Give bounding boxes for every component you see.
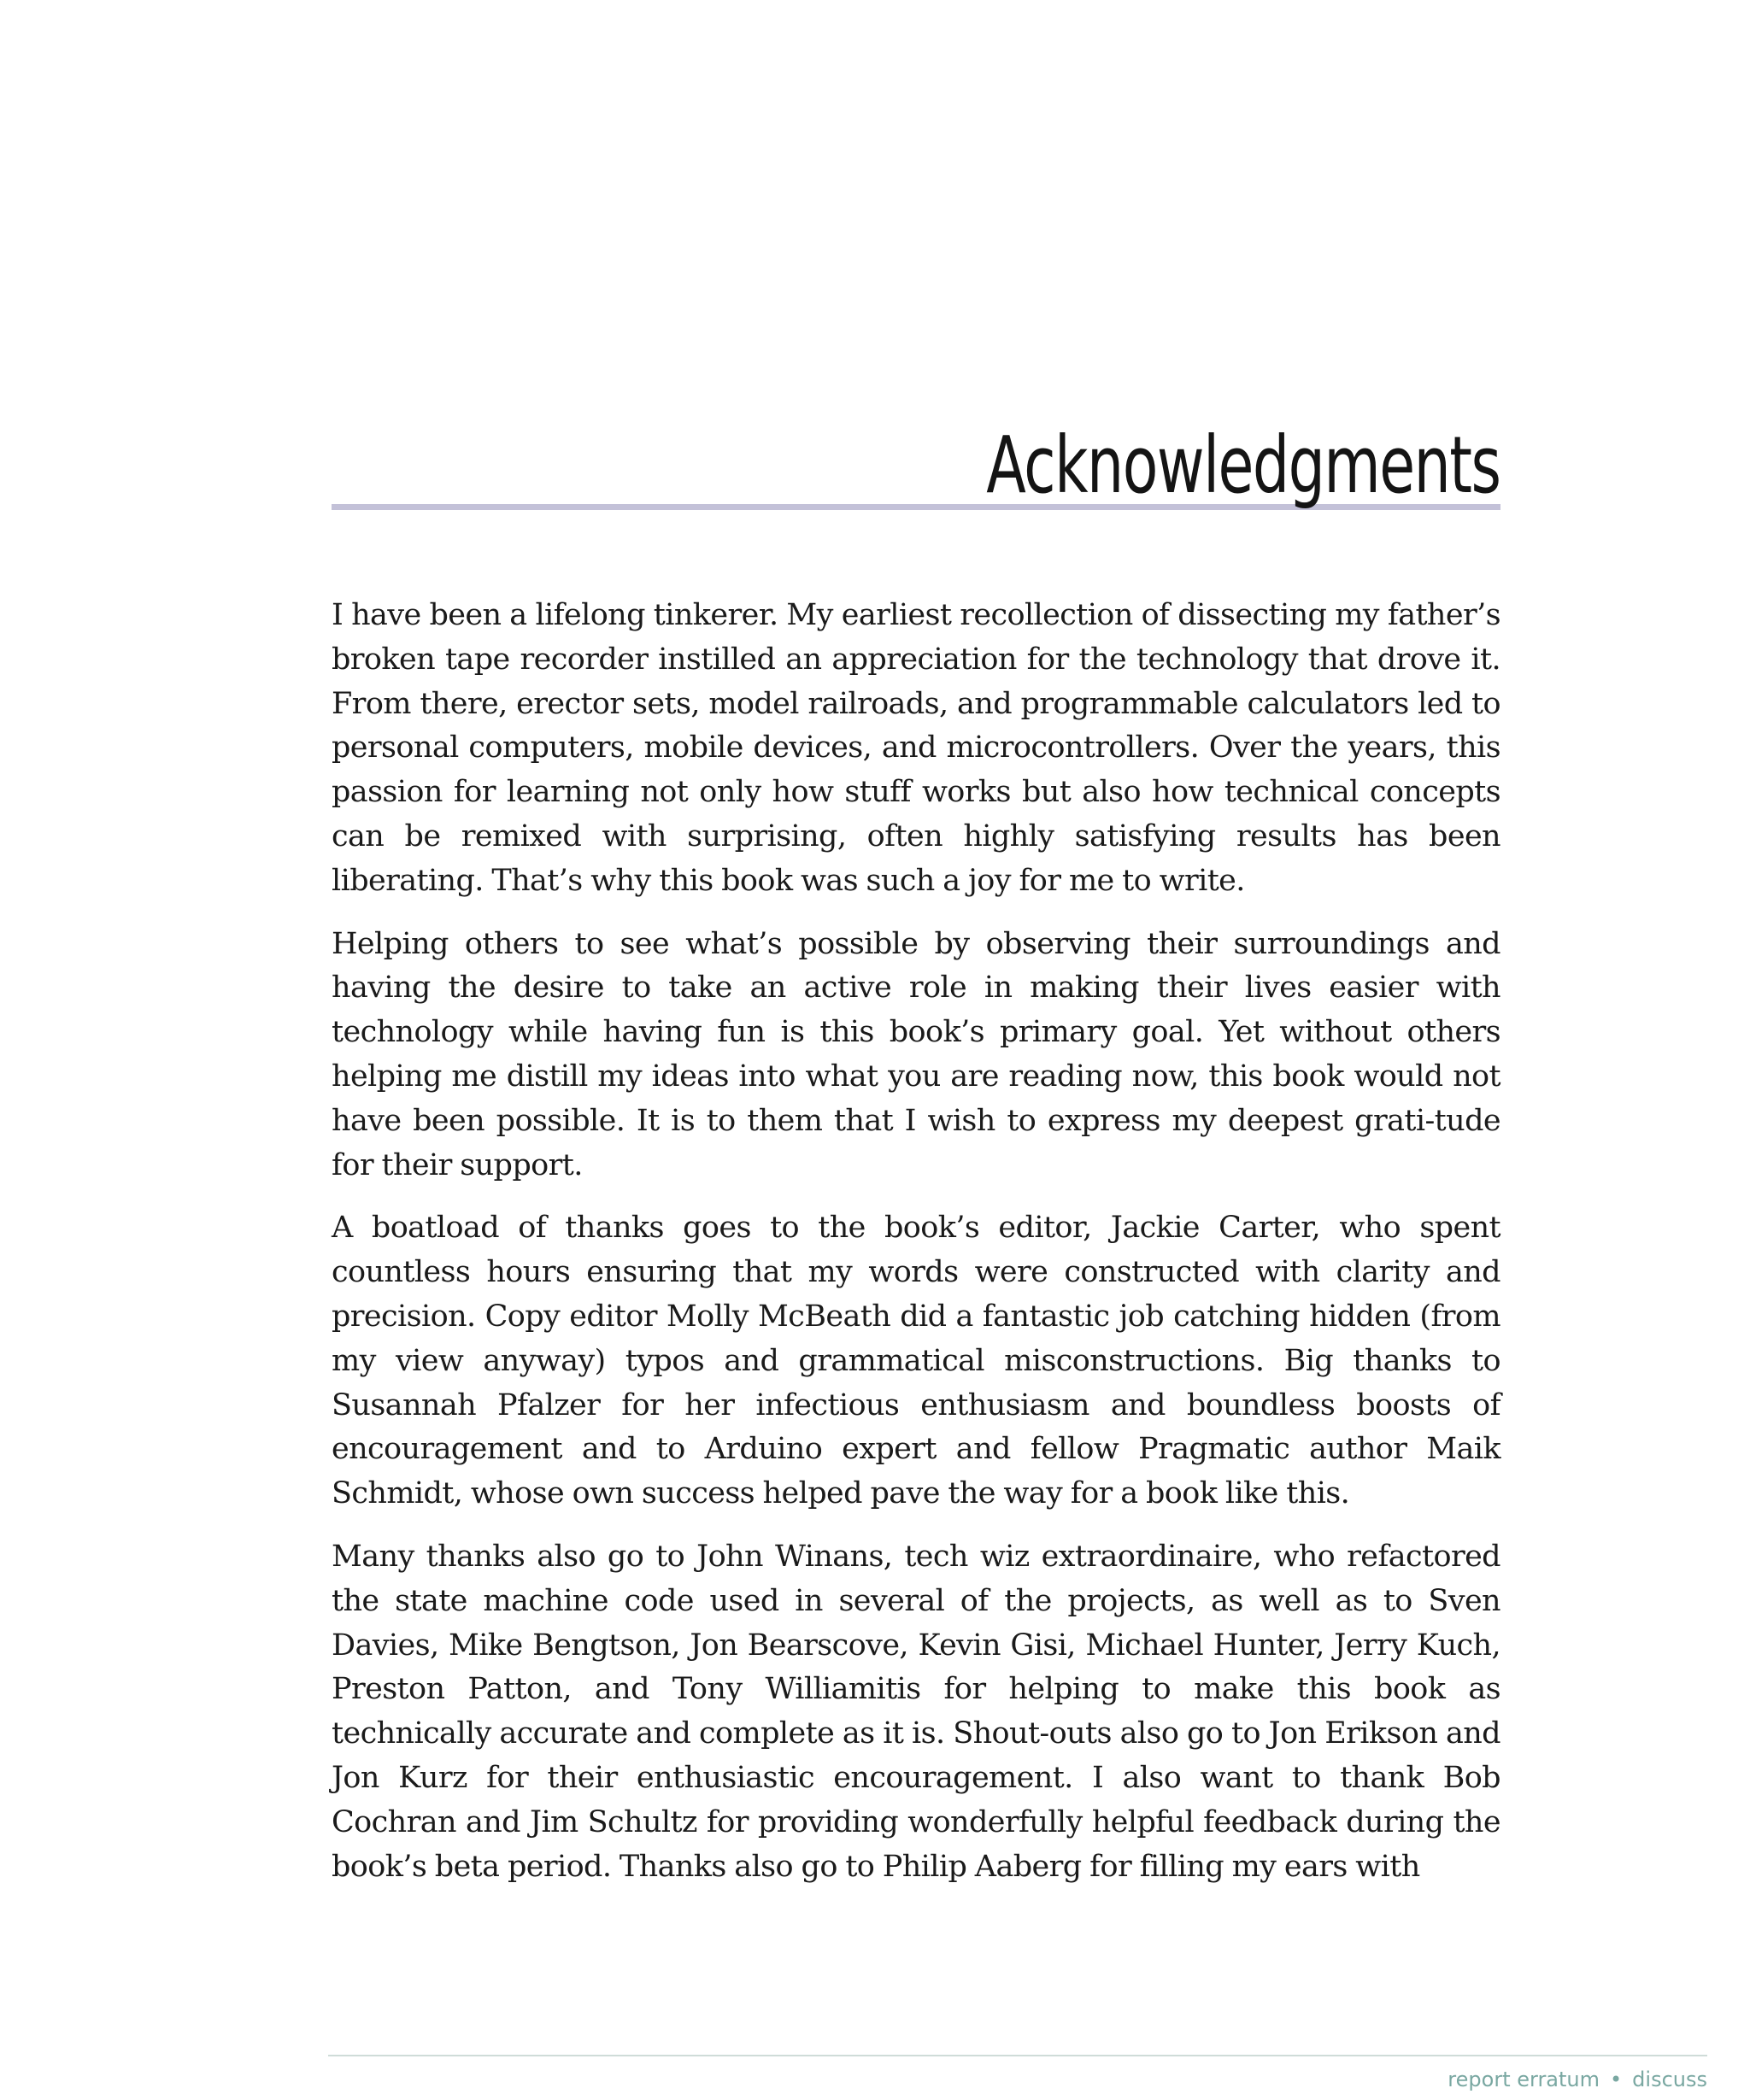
footer-links bbox=[1448, 2067, 1707, 2092]
chapter-heading-block bbox=[332, 419, 1500, 513]
footer-separator: • bbox=[1610, 2068, 1623, 2091]
report-erratum-link[interactable]: report erratum bbox=[1448, 2068, 1600, 2091]
discuss-link[interactable]: discuss bbox=[1632, 2068, 1707, 2091]
body-text bbox=[332, 594, 1500, 1908]
paragraph: Helping others to see what’s possible by observing their surroundings and having the desire to take an active role in making their lives easier with technology while having fun is this book’s primary goal. Yet without others helping me distill my ideas into what you are reading now, this book would not have been possible. It is to them that I wish to express my deepest grati-tude for their support. bbox=[332, 926, 1500, 1182]
footer-rule bbox=[328, 2055, 1707, 2056]
chapter-title: Acknowledgments bbox=[986, 419, 1500, 511]
paragraph: I have been a lifelong tinkerer. My earliest recollection of dissecting my father’s broken tape recorder instilled an appreciation for the technology that drove it. From there, erector sets, model railroads, and programmable calculators led to personal computers, mobile devices, and microcontrollers. Over the years, this passion for learning not only how stuff works but also how technical concepts can be remixed with surprising, often highly satisfying results has been liberating. That’s why this book was such a joy for me to write. bbox=[332, 598, 1500, 898]
paragraph: Many thanks also go to John Winans, tech wiz extraordinaire, who refactored the state machine code used in several of the projects, as well as to Sven Davies, Mike Bengtson, Jon Bearscove, Kevin Gisi, Michael Hunter, Jerry Kuch, Preston Patton, and Tony Williamitis for helping to make this book as technically accurate and complete as it is. Shout-outs also go to Jon Erikson and Jon Kurz for their enthusiastic encouragement. I also want to thank Bob Cochran and Jim Schultz for providing wonderfully helpful feedback during the book’s beta period. Thanks also go to Philip Aaberg for filling my ears with bbox=[332, 1539, 1500, 1884]
paragraph: A boatload of thanks goes to the book’s editor, Jackie Carter, who spent countless hours ensuring that my words were constructed with clarity and precision. Copy editor Molly McBeath did a fantastic job catching hidden (from my view anyway) typos and grammatical misconstructions. Big thanks to Susannah Pfalzer for her infectious enthusiasm and boundless boosts of encouragement and to Arduino expert and fellow Pragmatic author Maik Schmidt, whose own success helped pave the way for a book like this. bbox=[332, 1211, 1500, 1511]
